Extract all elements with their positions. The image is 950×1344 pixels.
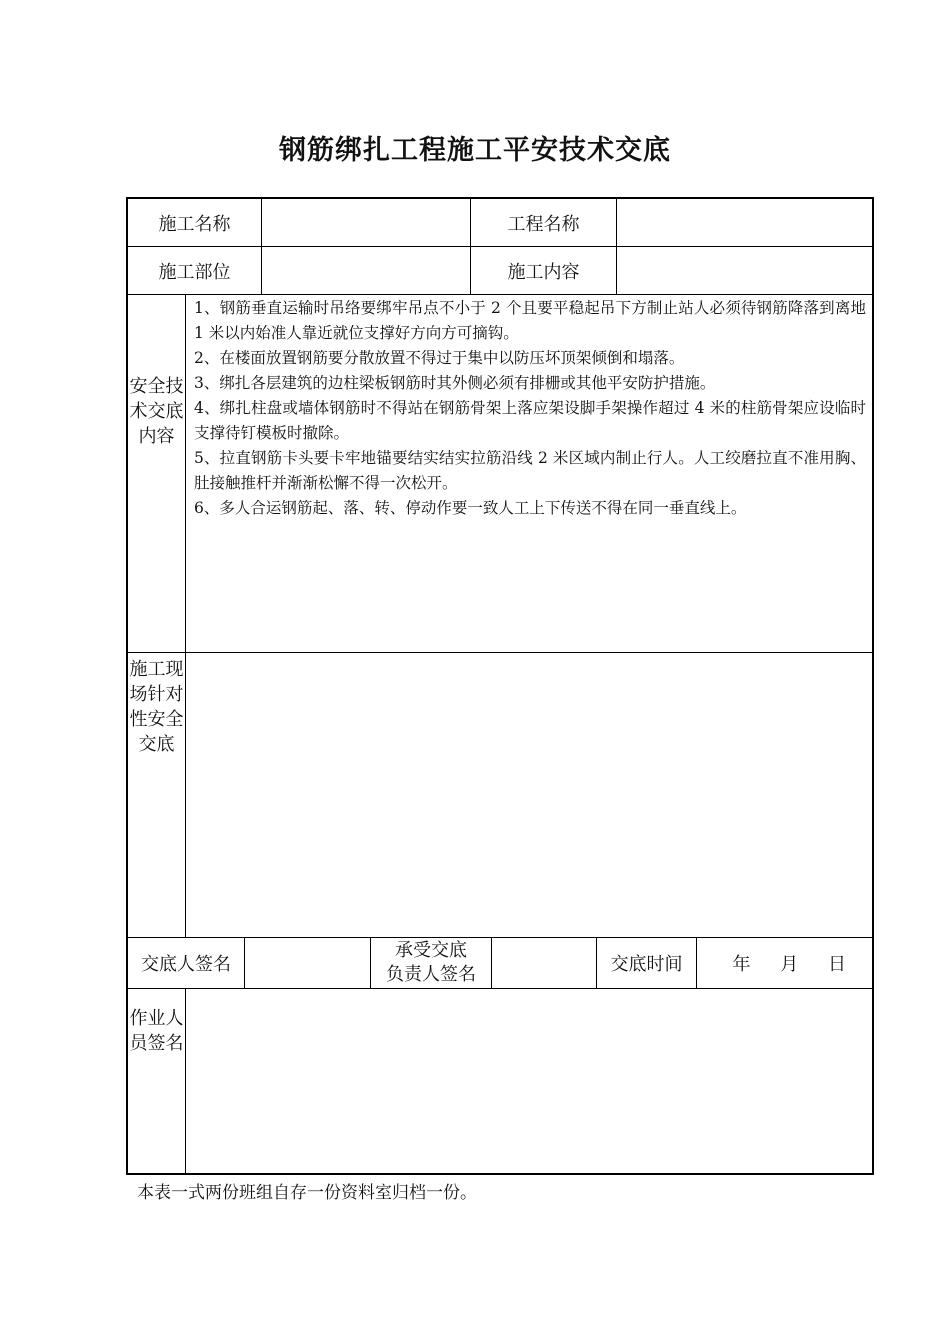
safety-item: 3、绑扎各层建筑的边柱梁板钢筋时其外侧必须有排栅或其他平安防护措施。	[194, 374, 716, 392]
construction-part-label: 施工部位	[158, 261, 231, 283]
briefing-time-label: 交底时间	[610, 954, 683, 975]
receiver-signature-field[interactable]	[492, 938, 596, 988]
briefer-signature-label: 交底人签名	[141, 954, 231, 975]
safety-item: 5、拉直钢筋卡头要卡牢地锚要结实结实拉筋沿线 2 米区域内制止行人。人工绞磨拉直不准用胸、肚接触推杆并渐渐松懈不得一次松开。	[194, 449, 866, 492]
safety-item: 6、多人合运钢筋起、落、转、停动作要一致人工上下传送不得在同一垂直线上。	[194, 499, 747, 517]
workers-signature-field[interactable]	[186, 989, 872, 1173]
construction-name-label: 施工名称	[158, 213, 231, 235]
safety-item: 1、钢筋垂直运输时吊络要绑牢吊点不小于 2 个且要平稳起吊下方制止站人必须待钢筋降落到离地 1 米以内始准人靠近就位支撑好方向方可摘钩。	[194, 299, 866, 342]
safety-item: 2、在楼面放置钢筋要分散放置不得过于集中以防压坏顶架倾倒和塌落。	[194, 349, 685, 367]
construction-content-field[interactable]	[617, 247, 872, 294]
workers-section-label: 作业人员签名	[129, 1008, 184, 1054]
safety-item: 4、绑扎柱盘或墙体钢筋时不得站在钢筋骨架上落应架设脚手架操作超过 4 米的柱筋骨架应设临时支撑待钉模板时撤除。	[194, 399, 866, 442]
receiver-signature-label	[371, 938, 491, 988]
safety-section-label: 安全技术交底内容	[129, 376, 184, 447]
construction-name-field[interactable]	[262, 199, 470, 246]
receiver-label-line2: 负责人签名	[386, 964, 476, 985]
footnote: 本表一式两份班组自存一份资料室归档一份。	[137, 1183, 477, 1203]
page-title: 钢筋绑扎工程施工平安技术交底	[279, 135, 671, 166]
briefing-time-field[interactable]: 年 月 日	[732, 954, 846, 975]
construction-part-field[interactable]	[262, 247, 470, 294]
briefer-signature-field[interactable]	[245, 938, 370, 988]
row-divider	[127, 294, 873, 295]
safety-content	[194, 296, 866, 521]
project-name-field[interactable]	[617, 199, 872, 246]
site-section-label: 施工现场针对性安全交底	[129, 659, 184, 755]
receiver-label-line1: 承受交底	[395, 940, 467, 961]
site-section-field[interactable]	[186, 653, 872, 937]
project-name-label: 工程名称	[507, 213, 580, 235]
construction-content-label: 施工内容	[507, 261, 580, 283]
